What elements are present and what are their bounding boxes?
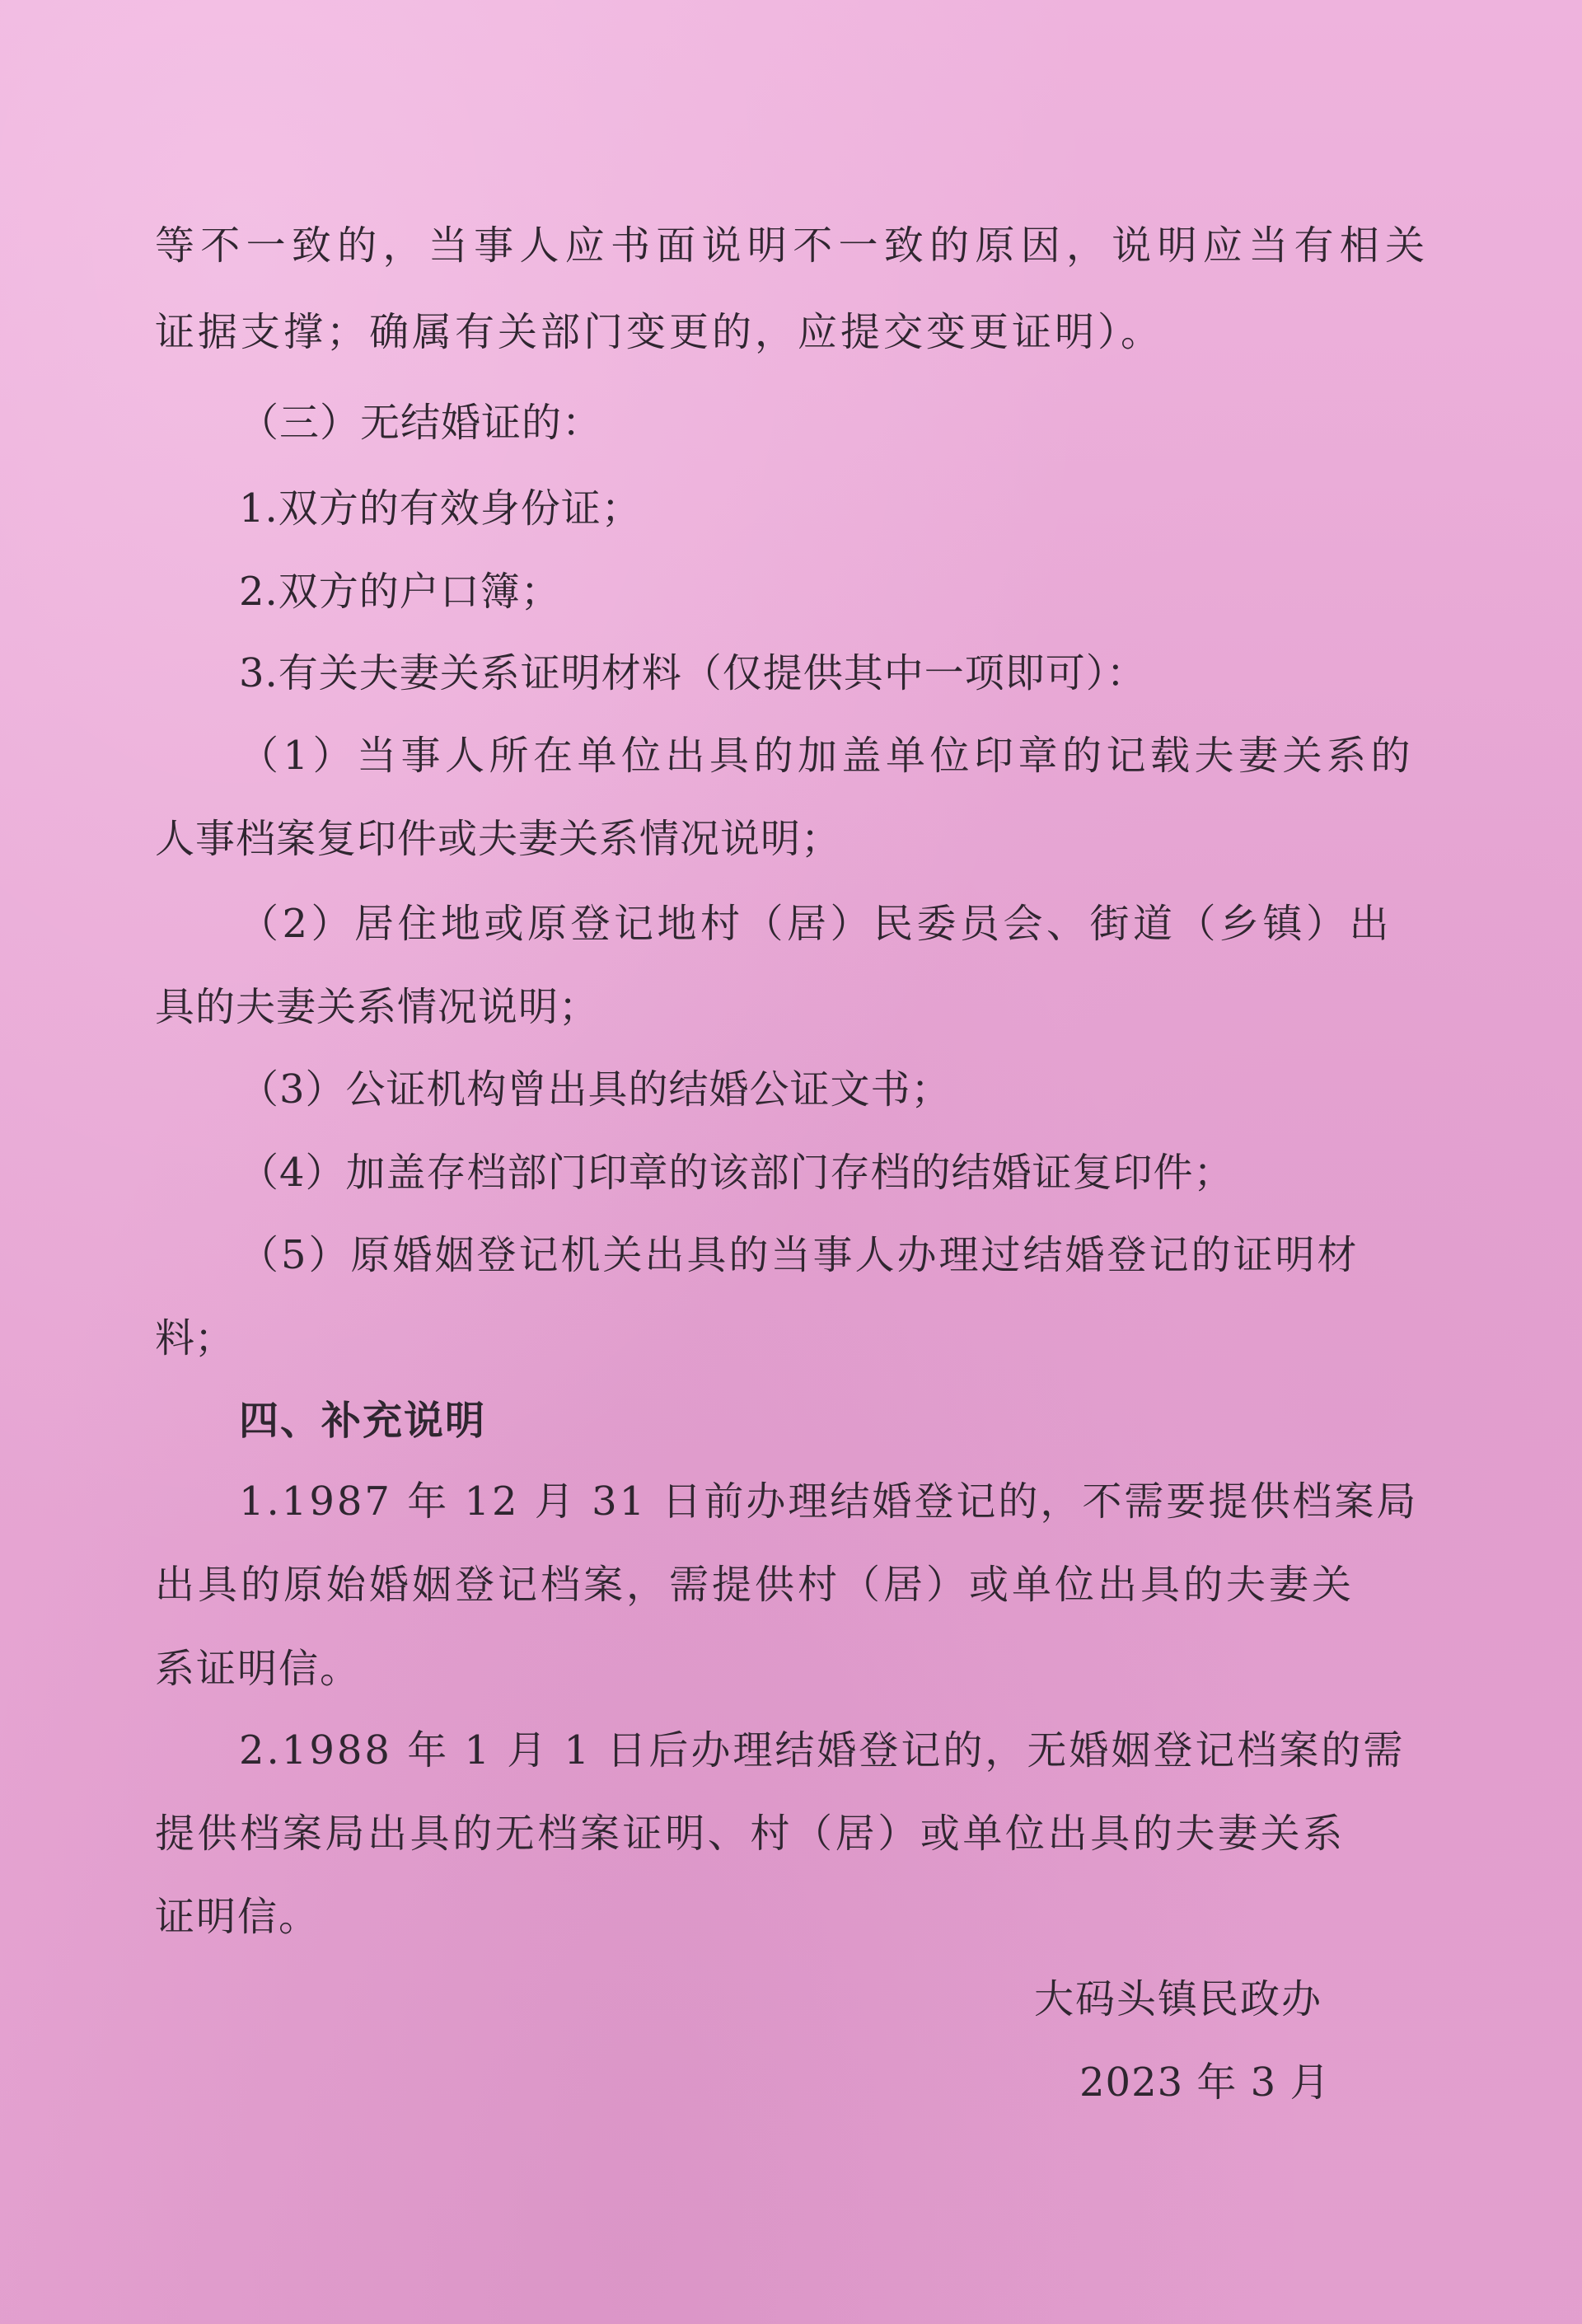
sub-item-5-continued: 料； [155,1315,235,1361]
section-heading: 四、补充说明 [239,1398,487,1444]
sub-item-1: （1）当事人所在单位出具的加盖单位印章的记载夫妻关系的 [239,733,1416,779]
continuation-text: 证据支撑；确属有关部门变更的，应提交变更证明）。 [155,309,1164,355]
note-2-continued: 证明信。 [155,1894,321,1940]
list-item-household-register: 2.双方的户口簿； [239,569,561,615]
note-2-continued: 提供档案局出具的无档案证明、村（居）或单位出具的夫妻关系 [155,1811,1346,1857]
note-1-continued: 出具的原始婚姻登记档案，需提供村（居）或单位出具的夫妻关 [155,1562,1355,1608]
list-item-marriage-proof: 3.有关夫妻关系证明材料（仅提供其中一项即可）： [239,650,1147,696]
note-2: 2.1988 年 1 月 1 日后办理结婚登记的，无婚姻登记档案的需 [239,1727,1406,1773]
sub-item-1-continued: 人事档案复印件或夫妻关系情况说明； [155,816,842,862]
subsection-heading: （三）无结婚证的： [239,400,603,446]
issue-date: 2023 年 3 月 [1079,2059,1331,2106]
sub-item-2: （2）居住地或原登记地村（居）民委员会、街道（乡镇）出 [239,901,1393,947]
note-1-continued: 系证明信。 [155,1646,362,1692]
issuer-signature: 大码头镇民政办 [1034,1976,1323,2022]
continuation-text: 等不一致的，当事人应书面说明不一致的原因，说明应当有相关 [155,223,1431,269]
sub-item-4: （4）加盖存档部门印章的该部门存档的结婚证复印件； [239,1150,1234,1196]
sub-item-2-continued: 具的夫妻关系情况说明； [155,984,600,1030]
sub-item-5: （5）原婚姻登记机关出具的当事人办理过结婚登记的证明材 [239,1232,1360,1278]
sub-item-3: （3）公证机构曾出具的结婚公证文书； [239,1066,952,1113]
list-item-id-card: 1.双方的有效身份证； [239,485,642,532]
note-1: 1.1987 年 12 月 31 日前办理结婚登记的，不需要提供档案局 [239,1478,1419,1525]
